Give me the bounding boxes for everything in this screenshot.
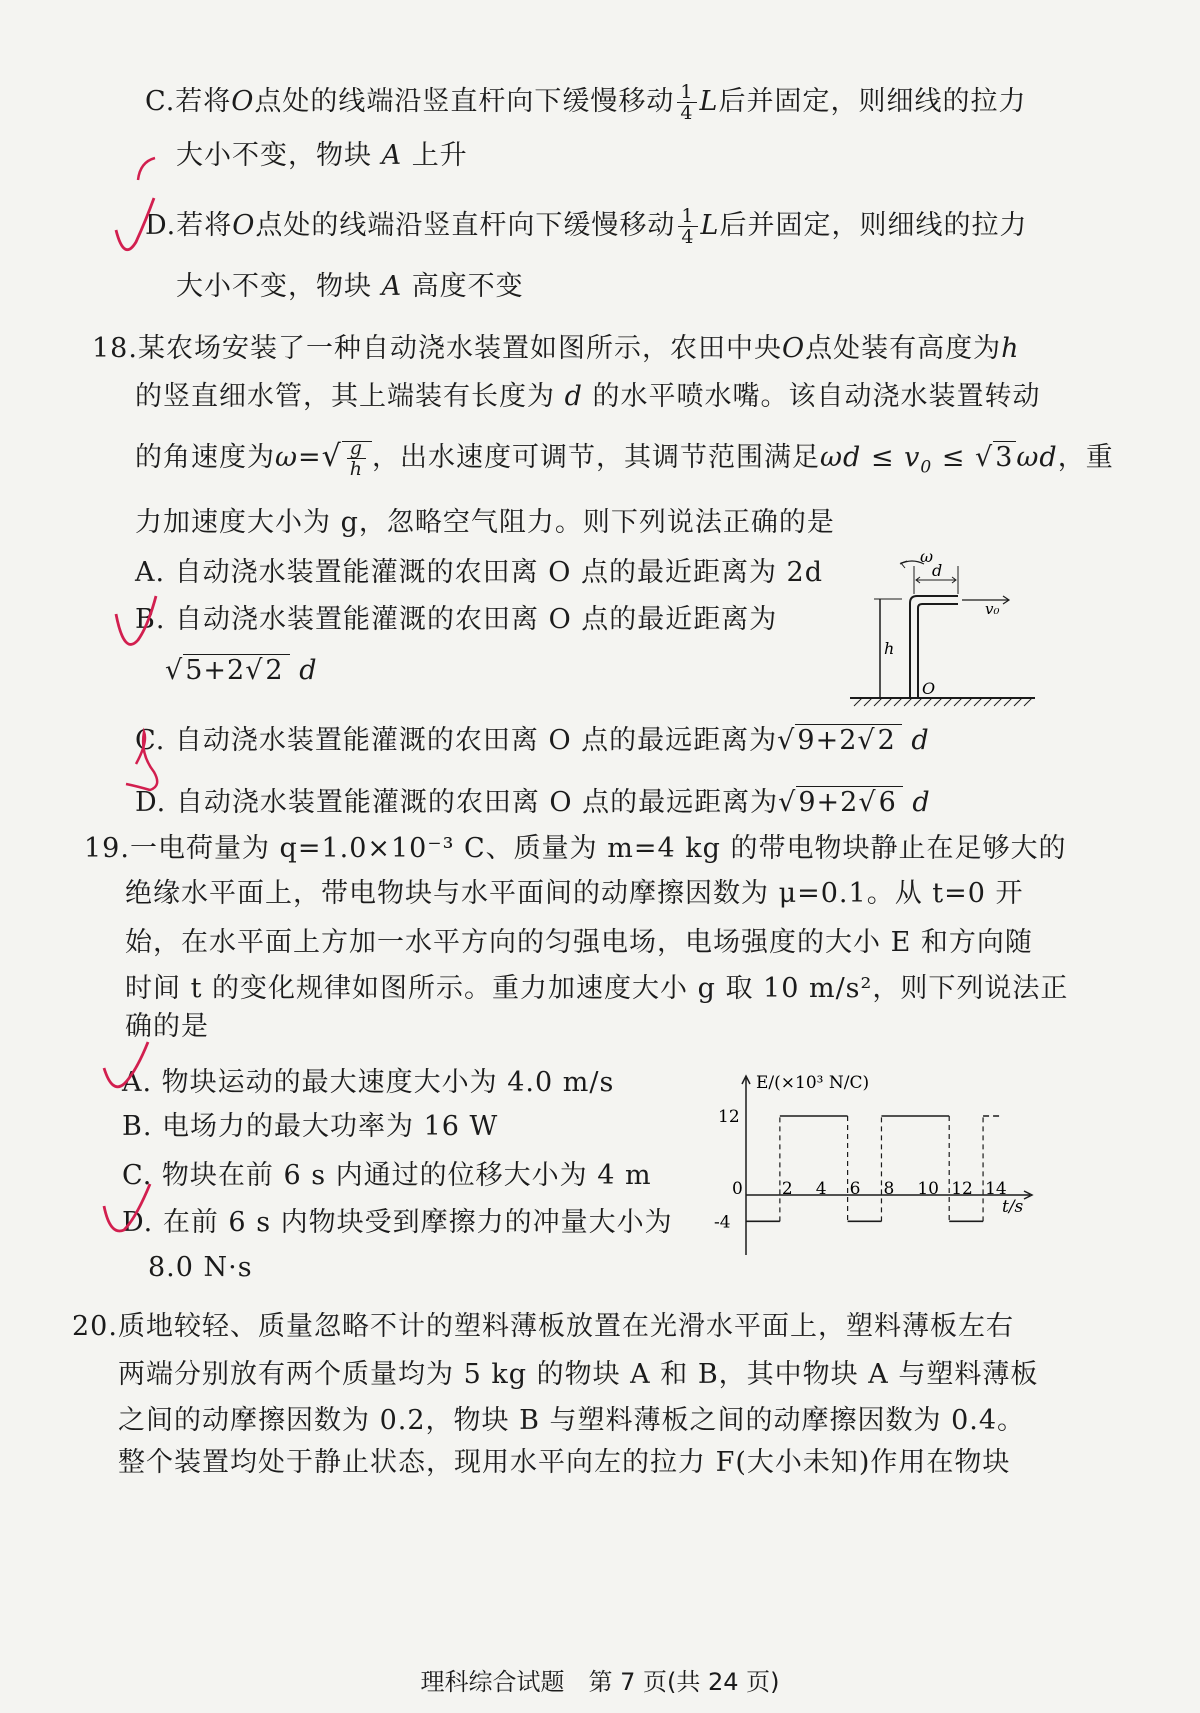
q18-option-d: D. 自动浇水装置能灌溉的农田离 O 点的最远距离为√9+2√6 d [135,787,931,818]
q19-option-d: D. 在前 6 s 内物块受到摩擦力的冲量大小为 [122,1207,673,1238]
q20-line1: 20.质地较轻、质量忽略不计的塑料薄板放置在光滑水平面上，塑料薄板左右 [72,1311,1014,1342]
chart-xtick: 6 [849,1179,861,1199]
pen-mark-check [100,150,160,260]
q19-option-d-line2: 8.0 N·s [148,1252,253,1283]
chart-xtick: 0 [732,1179,743,1199]
q17-option-c: C.若将O点处的线端沿竖直杆向下缓慢移动 $\frac{1}{4}$ L后并固定，则细线的拉力 [145,81,1027,124]
q20-line2: 两端分别放有两个质量均为 5 kg 的物块 A 和 B，其中物块 A 与塑料薄板 [118,1359,1039,1390]
pen-mark-check [96,1036,156,1096]
q18-line2: 的竖直细水管，其上端装有长度为 d 的水平喷水嘴。该自动浇水装置转动 [135,381,1041,412]
q19-line5: 确的是 [125,1011,209,1042]
fraction-quarter: $\frac{1}{4}$ [678,206,697,247]
q18-line4: 力加速度大小为 g，忽略空气阻力。则下列说法正确的是 [135,507,835,538]
pen-mark-check [104,592,164,662]
q17-option-c-line2: 大小不变，物块 A 上升 [176,140,468,171]
chart-xtick: 12 [951,1179,973,1199]
fig-omega-label: ω [920,548,934,566]
q19-line2: 绝缘水平面上，带电物块与水平面间的动摩擦因数为 μ=0.1。从 t=0 开 [125,878,1024,909]
q19-option-c: C. 物块在前 6 s 内通过的位移大小为 4 m [122,1160,652,1191]
chart-xtick: 14 [985,1179,1007,1199]
q19-line3: 始，在水平面上方加一水平方向的匀强电场，电场强度的大小 E 和方向随 [125,927,1033,958]
fraction-quarter: $\frac{1}{4}$ [677,82,696,123]
pen-mark-check [96,1176,156,1246]
q17-option-d: D.若将O点处的线端沿竖直杆向下缓慢移动 $\frac{1}{4}$ L后并固定，则细线的拉力 [145,205,1028,248]
chart-xtick: 2 [781,1179,793,1199]
pen-mark-cross [112,724,172,794]
chart-xtick: 4 [815,1179,827,1199]
chart-ytick: -4 [714,1212,731,1233]
q18-option-b-line2: √5+2√2 d [165,655,318,686]
page-footer: 理科综合试题 第 7 页(共 24 页) [420,1668,780,1696]
chart-xtick: 8 [883,1179,895,1199]
fig-h-label: h [884,639,895,658]
q18-option-c: C. 自动浇水装置能灌溉的农田离 O 点的最远距离为√9+2√2 d [135,725,930,756]
q17-option-d-line2: 大小不变，物块 A 高度不变 [176,271,524,302]
q18-option-a: A. 自动浇水装置能灌溉的农田离 O 点的最近距离为 2d [135,557,824,588]
chart-ytick: 12 [718,1107,740,1127]
q19-option-a: A. 物块运动的最大速度大小为 4.0 m/s [122,1067,615,1098]
q18-line1: 18.某农场安装了一种自动浇水装置如图所示，农田中央O点处装有高度为h [92,333,1020,364]
sprinkler-figure [840,548,1040,718]
chart-xtick: 10 [917,1179,939,1199]
fig-O-label: O [922,679,936,698]
chart-xlabel: t/s [1002,1197,1024,1217]
chart-ylabel: E/(×10³ N/C) [756,1073,870,1093]
fig-d-label: d [932,561,943,580]
q19-line4: 时间 t 的变化规律如图所示。重力加速度大小 g 取 10 m/s²，则下列说法正 [125,973,1069,1004]
q18-option-b: B. 自动浇水装置能灌溉的农田离 O 点的最近距离为 [135,604,778,635]
e-field-chart [700,1060,1040,1260]
q19-line1: 19.一电荷量为 q=1.0×10⁻³ C、质量为 m=4 kg 的带电物块静止在足够大的 [84,833,1067,864]
q19-option-b: B. 电场力的最大功率为 16 W [122,1111,499,1142]
q20-line3: 之间的动摩擦因数为 0.2，物块 B 与塑料薄板之间的动摩擦因数为 0.4。 [118,1405,1026,1436]
q20-line4: 整个装置均处于静止状态，现用水平向左的拉力 F(大小未知)作用在物块 [118,1447,1011,1478]
q18-line3: 的角速度为ω=√ $\frac{g}{h}$ ，出水速度可调节，其调节范围满足$\omega d \le v_0 \le √3$ ωd，重 [135,437,1114,480]
fig-v0-label: v₀ [985,600,1000,618]
